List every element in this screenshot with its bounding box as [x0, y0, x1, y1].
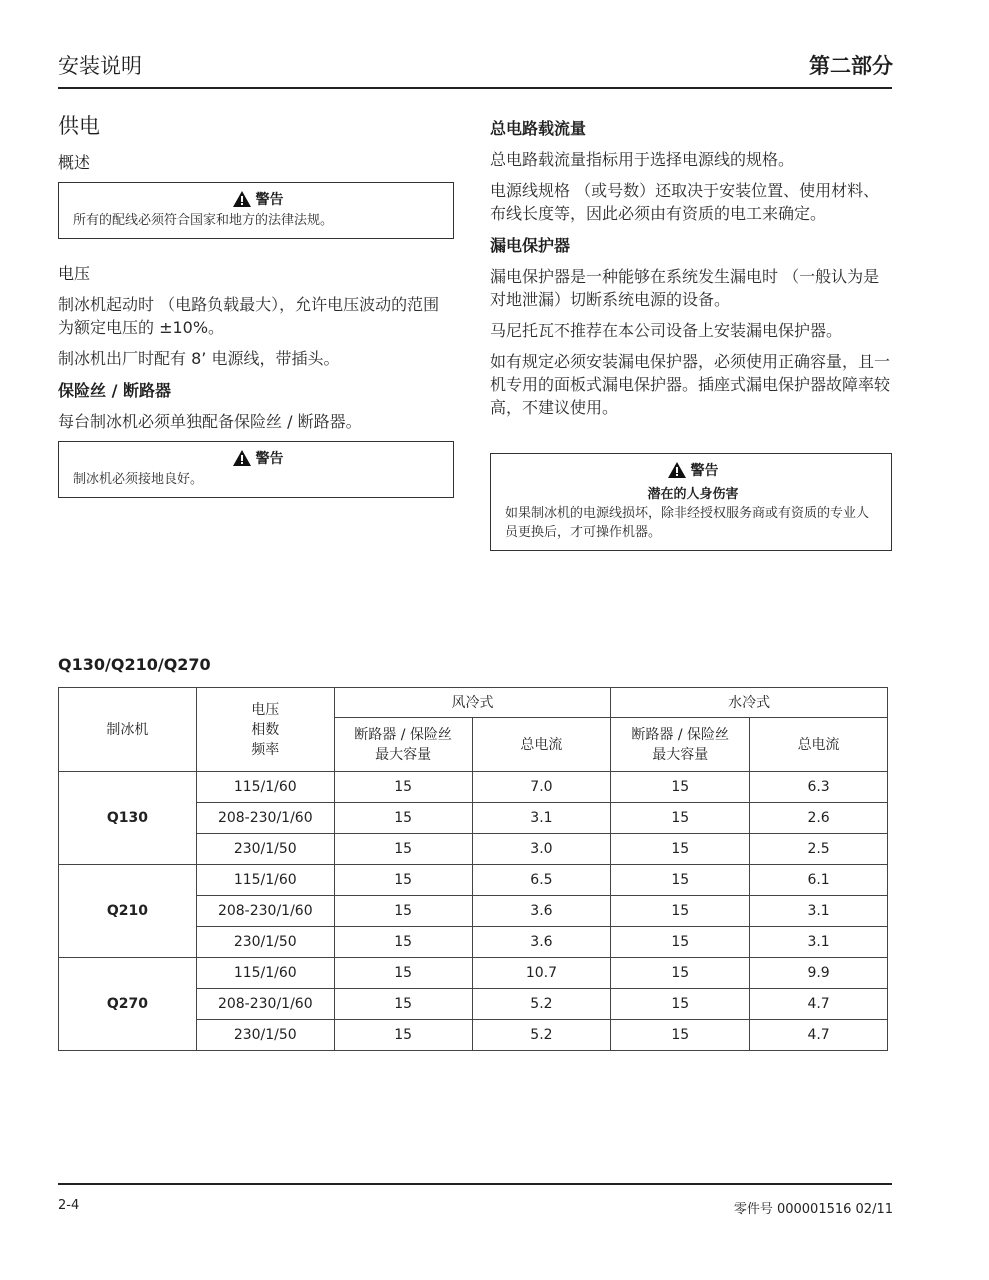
water-amps-cell: 3.1 — [750, 927, 888, 958]
air-amps-cell: 3.6 — [472, 896, 611, 927]
overview-heading: 概述 — [58, 153, 91, 172]
gfci-paragraph-2: 马尼托瓦不推荐在本公司设备上安装漏电保护器。 — [490, 321, 843, 340]
water-amps-cell: 3.1 — [750, 896, 888, 927]
header-air-total-amps: 总电流 — [472, 718, 611, 772]
ampacity-paragraph-2: 电源线规格 （或号数）还取决于安装位置、使用材料、布线长度等，因此必须由有资质的电工来确定。 — [490, 181, 880, 223]
water-amps-cell: 9.9 — [750, 958, 888, 989]
model-cell: Q270 — [59, 958, 197, 1051]
table-row — [59, 772, 888, 803]
left-column — [58, 110, 454, 514]
voltage-cell: 208-230/1/60 — [196, 803, 334, 834]
air-amps-cell: 3.0 — [472, 834, 611, 865]
header-water-total-amps: 总电流 — [750, 718, 888, 772]
warning-box-injury — [490, 453, 892, 551]
warning-triangle-icon — [233, 191, 251, 207]
water-fuse-cell: 15 — [611, 1020, 750, 1051]
water-fuse-cell: 15 — [611, 834, 750, 865]
air-amps-cell: 7.0 — [472, 772, 611, 803]
air-amps-cell: 3.1 — [472, 803, 611, 834]
header-section-title: 安装说明 — [58, 54, 142, 78]
air-fuse-cell: 15 — [334, 958, 472, 989]
water-amps-cell: 2.6 — [750, 803, 888, 834]
air-fuse-cell: 15 — [334, 1020, 472, 1051]
warning-text: 所有的配线必须符合国家和地方的法律法规。 — [73, 213, 334, 228]
air-fuse-cell: 15 — [334, 896, 472, 927]
water-amps-cell: 4.7 — [750, 989, 888, 1020]
table-title: Q130/Q210/Q270 — [58, 655, 211, 674]
header-air-cooled: 风冷式 — [334, 688, 611, 718]
right-column — [490, 110, 892, 567]
air-fuse-cell: 15 — [334, 834, 472, 865]
water-fuse-cell: 15 — [611, 896, 750, 927]
warning-subtitle: 潜在的人身伤害 — [647, 487, 739, 502]
voltage-cell: 115/1/60 — [196, 772, 334, 803]
air-amps-cell: 6.5 — [472, 865, 611, 896]
gfci-paragraph-3: 如有规定必须安装漏电保护器，必须使用正确容量，且一机专用的面板式漏电保护器。插座式漏电保护器故障率较高，不建议使用。 — [490, 352, 891, 417]
header-machine: 制冰机 — [59, 688, 197, 772]
voltage-cell: 208-230/1/60 — [196, 896, 334, 927]
fuse-paragraph: 每台制冰机必须单独配备保险丝 / 断路器。 — [58, 412, 362, 431]
water-fuse-cell: 15 — [611, 865, 750, 896]
header-water-breaker: 断路器 / 保险丝 最大容量 — [611, 718, 750, 772]
warning-text: 如果制冰机的电源线损坏，除非经授权服务商或有资质的专业人员更换后，才可操作机器。 — [505, 506, 870, 540]
voltage-paragraph: 制冰机起动时 （电路负载最大），允许电压波动的范围为额定电压的 ±10%。 — [58, 295, 440, 337]
power-cord-paragraph: 制冰机出厂时配有 8’ 电源线，带插头。 — [58, 349, 340, 368]
water-fuse-cell: 15 — [611, 927, 750, 958]
warning-box-wiring — [58, 182, 454, 239]
air-fuse-cell: 15 — [334, 865, 472, 896]
voltage-cell: 115/1/60 — [196, 865, 334, 896]
water-fuse-cell: 15 — [611, 803, 750, 834]
header-part-label: 第二部分 — [809, 54, 893, 78]
voltage-cell: 115/1/60 — [196, 958, 334, 989]
warning-box-ground — [58, 441, 454, 498]
table-row — [59, 865, 888, 896]
voltage-cell: 230/1/50 — [196, 927, 334, 958]
air-fuse-cell: 15 — [334, 989, 472, 1020]
water-amps-cell: 6.1 — [750, 865, 888, 896]
water-fuse-cell: 15 — [611, 772, 750, 803]
warning-title: 警告 — [690, 463, 719, 479]
air-amps-cell: 3.6 — [472, 927, 611, 958]
warning-title: 警告 — [255, 192, 284, 208]
air-fuse-cell: 15 — [334, 803, 472, 834]
air-amps-cell: 10.7 — [472, 958, 611, 989]
warning-text: 制冰机必须接地良好。 — [73, 472, 204, 487]
header-voltage: 电压 相数 频率 — [196, 688, 334, 772]
table-row — [59, 958, 888, 989]
water-amps-cell: 6.3 — [750, 772, 888, 803]
ampacity-heading: 总电路载流量 — [490, 119, 587, 138]
air-amps-cell: 5.2 — [472, 989, 611, 1020]
gfci-paragraph-1: 漏电保护器是一种能够在系统发生漏电时 （一般认为是对地泄漏）切断系统电源的设备。 — [490, 267, 880, 309]
electrical-spec-table — [58, 687, 888, 1051]
header-divider — [58, 87, 892, 89]
voltage-cell: 230/1/50 — [196, 1020, 334, 1051]
voltage-cell: 230/1/50 — [196, 834, 334, 865]
air-fuse-cell: 15 — [334, 927, 472, 958]
water-amps-cell: 2.5 — [750, 834, 888, 865]
header-water-cooled: 水冷式 — [611, 688, 888, 718]
ampacity-paragraph-1: 总电路载流量指标用于选择电源线的规格。 — [490, 150, 795, 169]
voltage-heading: 电压 — [58, 264, 91, 283]
part-number: 零件号 000001516 02/11 — [733, 1202, 893, 1217]
warning-triangle-icon — [668, 462, 686, 478]
air-amps-cell: 5.2 — [472, 1020, 611, 1051]
warning-triangle-icon — [233, 450, 251, 466]
footer-divider — [58, 1183, 892, 1185]
model-cell: Q130 — [59, 772, 197, 865]
header-air-breaker: 断路器 / 保险丝 最大容量 — [334, 718, 472, 772]
page-number: 2-4 — [58, 1198, 80, 1213]
model-cell: Q210 — [59, 865, 197, 958]
voltage-cell: 208-230/1/60 — [196, 989, 334, 1020]
water-amps-cell: 4.7 — [750, 1020, 888, 1051]
fuse-heading: 保险丝 / 断路器 — [58, 381, 171, 400]
gfci-heading: 漏电保护器 — [490, 236, 571, 255]
table-body — [59, 772, 888, 1051]
air-fuse-cell: 15 — [334, 772, 472, 803]
warning-title: 警告 — [255, 451, 284, 467]
section-title: 供电 — [58, 114, 100, 138]
water-fuse-cell: 15 — [611, 989, 750, 1020]
water-fuse-cell: 15 — [611, 958, 750, 989]
